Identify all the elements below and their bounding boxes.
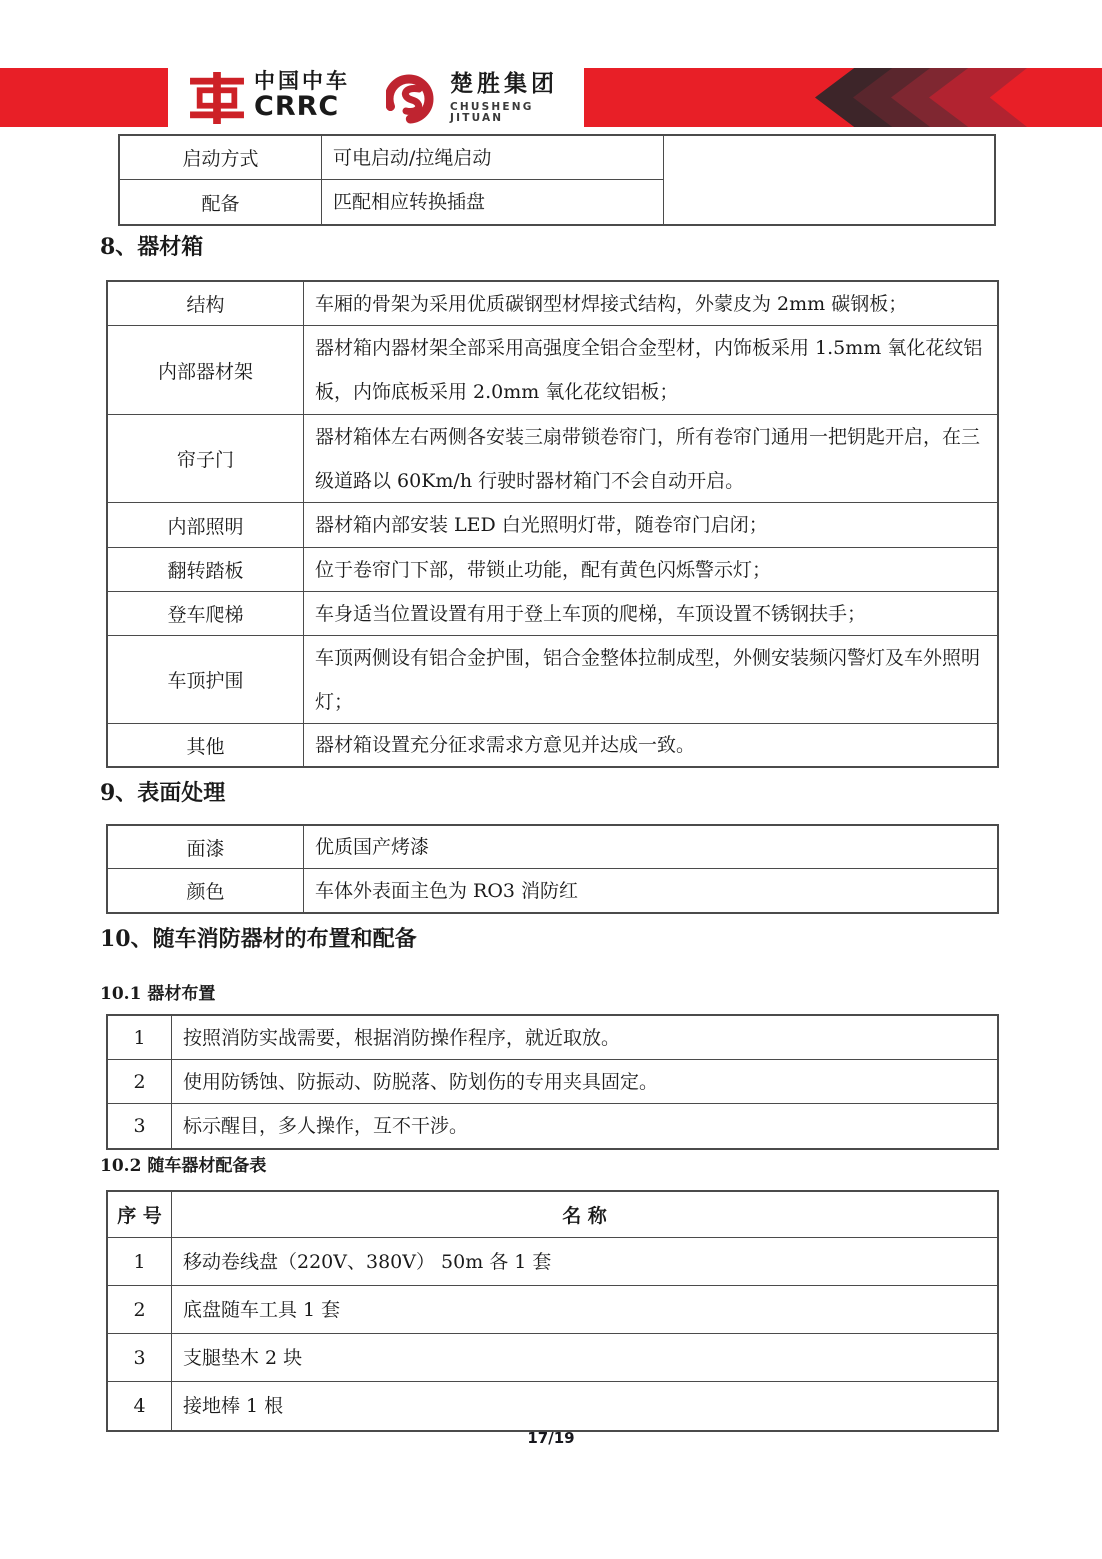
section-9-title: 9、表面处理 bbox=[100, 780, 226, 806]
row-number-cell: 1 bbox=[108, 1238, 172, 1286]
header-band bbox=[0, 68, 1102, 127]
table-value-cell bbox=[322, 180, 664, 224]
table-value-cell bbox=[172, 1334, 997, 1382]
table-label-cell: 其他 bbox=[108, 724, 304, 766]
row-number-cell: 2 bbox=[108, 1060, 172, 1104]
row-number-cell: 1 bbox=[108, 1016, 172, 1060]
chusheng-en-label: CHUSHENG JITUAN bbox=[450, 101, 534, 124]
crrc-zh-label: 中国中车 bbox=[254, 69, 350, 93]
table-value-cell bbox=[172, 1238, 997, 1286]
table-label-cell: 配备 bbox=[120, 180, 322, 224]
cell-text: 车体外表面主色为 RO3 消防红 bbox=[315, 879, 579, 902]
table-value-cell bbox=[304, 592, 997, 636]
table-value-cell bbox=[172, 1104, 997, 1148]
row-number-cell: 3 bbox=[108, 1104, 172, 1148]
table-value-cell bbox=[304, 724, 997, 766]
surface-treatment-table bbox=[106, 824, 999, 914]
cell-text: 车身适当位置设置有用于登上车顶的爬梯，车顶设置不锈钢扶手； bbox=[315, 602, 867, 625]
table-label-cell: 颜色 bbox=[108, 869, 304, 912]
table-value-cell bbox=[172, 1382, 997, 1430]
table-label-cell: 启动方式 bbox=[120, 136, 322, 180]
table-value-cell bbox=[172, 1016, 997, 1060]
table-label-cell: 帘子门 bbox=[108, 415, 304, 503]
chusheng-logo-icon bbox=[386, 69, 438, 127]
table-value-cell bbox=[304, 415, 997, 503]
crrc-logo-text bbox=[254, 71, 350, 120]
chusheng-zh-label: 楚胜集团 bbox=[450, 71, 558, 97]
row-number-cell: 2 bbox=[108, 1286, 172, 1334]
column-header-no: 序 号 bbox=[108, 1192, 172, 1238]
startup-table bbox=[118, 134, 996, 226]
crrc-en-label: CRRC bbox=[254, 91, 340, 122]
row-number-cell: 3 bbox=[108, 1334, 172, 1382]
cell-text: 优质国产烤漆 bbox=[315, 836, 430, 858]
cell-text: 移动卷线盘（220V、380V） 50m 各 1 套 bbox=[183, 1250, 552, 1273]
table-label-cell: 车顶护围 bbox=[108, 636, 304, 724]
column-header-name: 名 称 bbox=[172, 1192, 997, 1238]
cell-text: 器材箱内部安装 LED 白光照明灯带，随卷帘门启闭； bbox=[315, 514, 768, 536]
cell-text: 接地棒 1 根 bbox=[183, 1395, 284, 1417]
table-label-cell: 内部照明 bbox=[108, 503, 304, 548]
cell-text: 匹配相应转换插盘 bbox=[333, 191, 486, 213]
table-value-cell bbox=[172, 1060, 997, 1104]
table-value-cell bbox=[304, 869, 997, 912]
equipment-box-table bbox=[106, 280, 999, 768]
table-value-cell bbox=[304, 826, 997, 869]
table-value-cell bbox=[304, 282, 997, 326]
table-value-cell bbox=[304, 636, 997, 724]
table-label-cell: 登车爬梯 bbox=[108, 592, 304, 636]
section-10-2-title: 10.2 随车器材配备表 bbox=[100, 1156, 267, 1176]
table-label-cell: 面漆 bbox=[108, 826, 304, 869]
empty-merged-cell bbox=[664, 136, 994, 224]
cell-text: 器材箱体左右两侧各安装三扇带锁卷帘门，所有卷帘门通用一把钥匙开启，在三级道路以 60Km/h 行驶时器材箱门不会自动开启。 bbox=[315, 425, 981, 492]
cell-text: 器材箱设置充分征求需求方意见并达成一致。 bbox=[315, 734, 696, 756]
section-10-1-title: 10.1 器材布置 bbox=[100, 984, 216, 1004]
section-10-title: 10、随车消防器材的布置和配备 bbox=[100, 926, 417, 952]
table-label-cell: 翻转踏板 bbox=[108, 548, 304, 592]
table-label-cell: 内部器材架 bbox=[108, 326, 304, 415]
table-value-cell bbox=[172, 1286, 997, 1334]
cell-text: 支腿垫木 2 块 bbox=[183, 1346, 303, 1369]
onboard-equipment-table bbox=[106, 1190, 999, 1432]
table-value-cell bbox=[304, 548, 997, 592]
cell-text: 按照消防实战需要，根据消防操作程序，就近取放。 bbox=[183, 1026, 621, 1049]
cell-text: 底盘随车工具 1 套 bbox=[183, 1298, 341, 1321]
cell-text: 车顶两侧设有铝合金护围，铝合金整体拉制成型，外侧安装频闪警灯及车外照明灯； bbox=[315, 646, 981, 713]
cell-text: 车厢的骨架为采用优质碳钢型材焊接式结构，外蒙皮为 2mm 碳钢板； bbox=[315, 292, 908, 315]
page-number: 17/19 bbox=[527, 1429, 575, 1447]
header-logo-box bbox=[168, 68, 584, 127]
row-number-cell: 4 bbox=[108, 1382, 172, 1430]
table-value-cell bbox=[304, 503, 997, 548]
table-value-cell bbox=[322, 136, 664, 180]
cell-text: 位于卷帘门下部，带锁止功能，配有黄色闪烁警示灯； bbox=[315, 558, 772, 581]
crrc-logo-icon bbox=[188, 72, 246, 127]
equipment-layout-table bbox=[106, 1014, 999, 1150]
table-label-cell: 结构 bbox=[108, 282, 304, 326]
chusheng-logo-text bbox=[450, 73, 584, 123]
cell-text: 器材箱内器材架全部采用高强度全铝合金型材，内饰板采用 1.5mm 氧化花纹铝板，内饰底板采用 2.0mm 氧化花纹铝板； bbox=[315, 337, 983, 403]
cell-text: 使用防锈蚀、防振动、防脱落、防划伤的专用夹具固定。 bbox=[183, 1070, 659, 1093]
table-value-cell bbox=[304, 326, 997, 415]
cell-text: 可电启动/拉绳启动 bbox=[333, 146, 492, 169]
cell-text: 标示醒目，多人操作，互不干涉。 bbox=[183, 1115, 469, 1137]
section-8-title: 8、器材箱 bbox=[100, 234, 204, 260]
